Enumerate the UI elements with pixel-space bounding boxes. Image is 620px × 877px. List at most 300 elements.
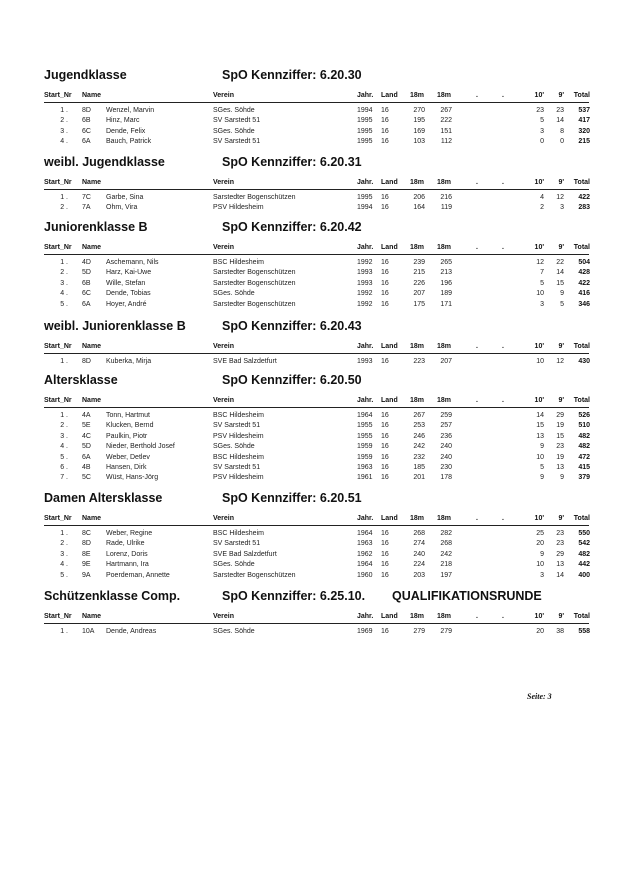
header-start-nr: Start_Nr: [44, 343, 72, 350]
tens-count: 23: [536, 107, 544, 114]
nines-count: 23: [556, 540, 564, 548]
header-18m-first: 18m: [410, 397, 425, 404]
nines-count: 22: [556, 259, 564, 266]
header-start-nr: Start_Nr: [44, 179, 72, 186]
rank: 2 .: [60, 204, 68, 212]
score-first-round: 223: [413, 358, 425, 365]
score-second-round: 282: [440, 530, 452, 537]
column-header-row: [0, 178, 620, 188]
state-code: 16: [381, 204, 389, 212]
header-name: Name: [82, 343, 102, 350]
header-18m-first: 18m: [410, 343, 425, 350]
score-second-round: 196: [440, 279, 452, 287]
score-second-round: 259: [440, 412, 452, 419]
club-name: BSC Hildesheim: [213, 453, 264, 461]
total-score: 416: [578, 290, 590, 298]
header-18m-second: 18m: [437, 179, 452, 186]
rank: 3 .: [60, 279, 68, 287]
score-second-round: 279: [440, 628, 452, 635]
nines-count: 19: [556, 422, 564, 430]
total-score: 379: [578, 474, 590, 482]
athlete-name: Dende, Tobias: [106, 290, 151, 298]
rank: 3 .: [60, 550, 68, 558]
result-row: [0, 137, 620, 147]
header-verein: Verein: [213, 92, 235, 99]
athlete-name: Ohm, Vira: [106, 204, 138, 212]
score-first-round: 268: [413, 530, 425, 537]
header-jahr: Jahr.: [357, 397, 374, 404]
score-first-round: 279: [413, 628, 425, 635]
header-jahr: Jahr.: [357, 92, 374, 99]
result-row: [0, 289, 620, 299]
rank: 4 .: [60, 561, 68, 569]
rank: 4 .: [60, 443, 68, 451]
start-number: 7A: [82, 204, 91, 212]
rank: 3 .: [60, 432, 68, 440]
club-name: SV Sarstedt 51: [213, 540, 261, 548]
rank: 6 .: [60, 463, 68, 471]
header-18m-first: 18m: [410, 92, 425, 99]
birth-year: 1995: [357, 138, 373, 146]
athlete-name: Aschemann, Nils: [106, 259, 159, 266]
state-code: 16: [381, 412, 389, 419]
results-list: [0, 411, 620, 484]
score-first-round: 206: [413, 194, 425, 201]
rank: 2 .: [60, 540, 68, 548]
birth-year: 1995: [357, 127, 373, 135]
header-dot: .: [502, 244, 504, 251]
club-name: SGes. Söhde: [213, 107, 255, 114]
header-dot: .: [502, 613, 504, 620]
score-second-round: 151: [440, 127, 452, 135]
score-first-round: 195: [413, 117, 425, 125]
header-tens: 10': [534, 179, 544, 186]
birth-year: 1992: [357, 300, 373, 308]
club-name: Sarstedter Bogenschützen: [213, 300, 296, 308]
score-first-round: 240: [413, 550, 425, 558]
athlete-name: Hansen, Dirk: [106, 463, 147, 471]
header-18m-second: 18m: [437, 397, 452, 404]
column-header-row: [0, 514, 620, 524]
header-start-nr: Start_Nr: [44, 613, 72, 620]
tens-count: 20: [536, 628, 544, 635]
results-list: [0, 106, 620, 148]
club-name: PSV Hildesheim: [213, 204, 264, 212]
header-dot: .: [502, 179, 504, 186]
tens-count: 5: [540, 117, 544, 125]
club-name: BSC Hildesheim: [213, 412, 264, 419]
result-row: [0, 268, 620, 278]
total-score: 550: [578, 530, 590, 537]
club-name: SGes. Söhde: [213, 443, 255, 451]
start-number: 4D: [82, 259, 91, 266]
header-divider: [44, 407, 589, 408]
class-title: weibl. Juniorenklasse B: [44, 319, 186, 333]
header-jahr: Jahr.: [357, 613, 374, 620]
athlete-name: Dende, Felix: [106, 127, 146, 135]
state-code: 16: [381, 540, 389, 548]
header-dot: .: [476, 179, 478, 186]
nines-count: 23: [556, 530, 564, 537]
header-18m-first: 18m: [410, 613, 425, 620]
club-name: Sarstedter Bogenschützen: [213, 279, 296, 287]
header-dot: .: [502, 397, 504, 404]
club-name: BSC Hildesheim: [213, 530, 264, 537]
header-total: Total: [573, 613, 590, 620]
result-row: [0, 127, 620, 137]
header-18m-first: 18m: [410, 515, 425, 522]
score-first-round: 175: [413, 300, 425, 308]
header-verein: Verein: [213, 343, 235, 350]
score-first-round: 267: [413, 412, 425, 419]
rank: 4 .: [60, 138, 68, 146]
nines-count: 0: [560, 138, 564, 146]
birth-year: 1964: [357, 412, 373, 419]
result-row: [0, 116, 620, 126]
rank: 1 .: [60, 194, 68, 201]
tens-count: 9: [540, 443, 544, 451]
state-code: 16: [381, 358, 389, 365]
birth-year: 1969: [357, 628, 373, 635]
header-total: Total: [573, 343, 590, 350]
score-first-round: 274: [413, 540, 425, 548]
tens-count: 20: [536, 540, 544, 548]
score-second-round: 171: [440, 300, 452, 308]
rank: 1 .: [60, 259, 68, 266]
results-list: [0, 529, 620, 581]
result-row: [0, 571, 620, 581]
score-second-round: 222: [440, 117, 452, 125]
birth-year: 1963: [357, 540, 373, 548]
spo-code: SpO Kennziffer: 6.20.31: [222, 155, 362, 169]
results-list: [0, 357, 620, 367]
total-score: 482: [578, 432, 590, 440]
class-title: Jugendklasse: [44, 68, 127, 82]
start-number: 6C: [82, 290, 91, 298]
athlete-name: Wille, Stefan: [106, 279, 146, 287]
birth-year: 1993: [357, 279, 373, 287]
result-row: [0, 529, 620, 539]
state-code: 16: [381, 107, 389, 114]
score-second-round: 268: [440, 540, 452, 548]
tens-count: 10: [536, 358, 544, 365]
spo-code: SpO Kennziffer: 6.20.43: [222, 319, 362, 333]
club-name: SV Sarstedt 51: [213, 117, 261, 125]
tens-count: 9: [540, 550, 544, 558]
nines-count: 29: [556, 412, 564, 419]
score-second-round: 265: [440, 259, 452, 266]
score-first-round: 232: [413, 453, 425, 461]
header-18m-first: 18m: [410, 179, 425, 186]
start-number: 9A: [82, 571, 91, 579]
birth-year: 1993: [357, 358, 373, 365]
result-row: [0, 442, 620, 452]
club-name: SV Sarstedt 51: [213, 463, 261, 471]
header-dot: .: [476, 613, 478, 620]
athlete-name: Hinz, Marc: [106, 117, 140, 125]
result-row: [0, 258, 620, 268]
result-row: [0, 560, 620, 570]
header-tens: 10': [534, 244, 544, 251]
score-second-round: 213: [440, 269, 452, 277]
athlete-name: Bauch, Patrick: [106, 138, 152, 146]
spo-code: SpO Kennziffer: 6.20.30: [222, 68, 362, 82]
header-total: Total: [573, 92, 590, 99]
result-row: [0, 279, 620, 289]
score-first-round: 201: [413, 474, 425, 482]
club-name: SGes. Söhde: [213, 290, 255, 298]
rank: 5 .: [60, 300, 68, 308]
header-name: Name: [82, 613, 102, 620]
club-name: PSV Hildesheim: [213, 432, 264, 440]
state-code: 16: [381, 628, 389, 635]
score-second-round: 257: [440, 422, 452, 430]
birth-year: 1992: [357, 259, 373, 266]
total-score: 510: [578, 422, 590, 430]
header-divider: [44, 189, 589, 190]
athlete-name: Hartmann, Ira: [106, 561, 149, 569]
club-name: SVE Bad Salzdetfurt: [213, 550, 277, 558]
header-land: Land: [381, 613, 398, 620]
club-name: SV Sarstedt 51: [213, 422, 261, 430]
total-score: 430: [578, 358, 590, 365]
start-number: 5E: [82, 422, 91, 430]
header-land: Land: [381, 515, 398, 522]
header-start-nr: Start_Nr: [44, 92, 72, 99]
header-divider: [44, 623, 589, 624]
header-dot: .: [476, 343, 478, 350]
header-dot: .: [476, 397, 478, 404]
score-first-round: 224: [413, 561, 425, 569]
class-title: Damen Altersklasse: [44, 491, 163, 505]
header-land: Land: [381, 179, 398, 186]
nines-count: 12: [556, 194, 564, 201]
nines-count: 15: [556, 279, 564, 287]
state-code: 16: [381, 259, 389, 266]
header-nines: 9': [558, 244, 564, 251]
header-tens: 10': [534, 613, 544, 620]
header-name: Name: [82, 92, 102, 99]
birth-year: 1994: [357, 204, 373, 212]
tens-count: 5: [540, 463, 544, 471]
header-18m-second: 18m: [437, 613, 452, 620]
athlete-name: Lorenz, Doris: [106, 550, 148, 558]
start-number: 8D: [82, 358, 91, 365]
header-tens: 10': [534, 343, 544, 350]
nines-count: 23: [556, 107, 564, 114]
birth-year: 1992: [357, 290, 373, 298]
tens-count: 3: [540, 127, 544, 135]
total-score: 400: [578, 571, 590, 579]
header-land: Land: [381, 343, 398, 350]
birth-year: 1964: [357, 561, 373, 569]
total-score: 542: [578, 540, 590, 548]
birth-year: 1959: [357, 443, 373, 451]
spo-code: SpO Kennziffer: 6.25.10.: [222, 589, 366, 603]
header-nines: 9': [558, 179, 564, 186]
page-number: Seite: 3: [527, 692, 552, 701]
header-verein: Verein: [213, 244, 235, 251]
rank: 1 .: [60, 107, 68, 114]
header-verein: Verein: [213, 397, 235, 404]
score-first-round: 207: [413, 290, 425, 298]
athlete-name: Poerdeman, Annette: [106, 571, 170, 579]
header-start-nr: Start_Nr: [44, 244, 72, 251]
header-jahr: Jahr.: [357, 244, 374, 251]
total-score: 442: [578, 561, 590, 569]
total-score: 482: [578, 550, 590, 558]
birth-year: 1955: [357, 422, 373, 430]
header-total: Total: [573, 397, 590, 404]
tens-count: 13: [536, 432, 544, 440]
state-code: 16: [381, 432, 389, 440]
start-number: 5D: [82, 443, 91, 451]
start-number: 4A: [82, 412, 91, 419]
state-code: 16: [381, 269, 389, 277]
birth-year: 1955: [357, 432, 373, 440]
total-score: 415: [578, 463, 590, 471]
state-code: 16: [381, 300, 389, 308]
tens-count: 25: [536, 530, 544, 537]
class-title: Schützenklasse Comp.: [44, 589, 181, 603]
class-title: Altersklasse: [44, 373, 118, 387]
round-label: QUALIFIKATIONSRUNDE: [392, 589, 542, 603]
header-dot: .: [476, 515, 478, 522]
state-code: 16: [381, 117, 389, 125]
nines-count: 9: [560, 474, 564, 482]
birth-year: 1994: [357, 107, 373, 114]
nines-count: 29: [556, 550, 564, 558]
result-row: [0, 432, 620, 442]
total-score: 320: [578, 127, 590, 135]
total-score: 283: [578, 204, 590, 212]
result-row: [0, 411, 620, 421]
score-first-round: 253: [413, 422, 425, 430]
nines-count: 38: [556, 628, 564, 635]
athlete-name: Kuberka, Mirja: [106, 358, 152, 365]
start-number: 5D: [82, 269, 91, 277]
score-first-round: 239: [413, 259, 425, 266]
start-number: 6A: [82, 453, 91, 461]
start-number: 4C: [82, 432, 91, 440]
header-nines: 9': [558, 343, 564, 350]
club-name: SV Sarstedt 51: [213, 138, 261, 146]
header-jahr: Jahr.: [357, 515, 374, 522]
rank: 2 .: [60, 269, 68, 277]
birth-year: 1960: [357, 571, 373, 579]
start-number: 4B: [82, 463, 91, 471]
score-first-round: 270: [413, 107, 425, 114]
header-name: Name: [82, 244, 102, 251]
athlete-name: Klucken, Bernd: [106, 422, 154, 430]
total-score: 472: [578, 453, 590, 461]
score-second-round: 230: [440, 463, 452, 471]
result-row: [0, 539, 620, 549]
nines-count: 15: [556, 432, 564, 440]
athlete-name: Paulkin, Piotr: [106, 432, 148, 440]
score-first-round: 226: [413, 279, 425, 287]
state-code: 16: [381, 463, 389, 471]
header-18m-second: 18m: [437, 515, 452, 522]
start-number: 8E: [82, 550, 91, 558]
rank: 2 .: [60, 422, 68, 430]
total-score: 422: [578, 279, 590, 287]
club-name: SVE Bad Salzdetfurt: [213, 358, 277, 365]
spo-code: SpO Kennziffer: 6.20.50: [222, 373, 362, 387]
tens-count: 7: [540, 269, 544, 277]
nines-count: 12: [556, 358, 564, 365]
athlete-name: Wenzel, Marvin: [106, 107, 155, 114]
total-score: 537: [578, 107, 590, 114]
header-divider: [44, 102, 589, 103]
total-score: 422: [578, 194, 590, 201]
score-second-round: 236: [440, 432, 452, 440]
tens-count: 10: [536, 290, 544, 298]
rank: 5 .: [60, 453, 68, 461]
state-code: 16: [381, 422, 389, 430]
total-score: 428: [578, 269, 590, 277]
state-code: 16: [381, 550, 389, 558]
header-name: Name: [82, 515, 102, 522]
nines-count: 8: [560, 127, 564, 135]
total-score: 526: [578, 412, 590, 419]
nines-count: 5: [560, 300, 564, 308]
header-dot: .: [502, 515, 504, 522]
result-row: [0, 473, 620, 483]
header-dot: .: [502, 343, 504, 350]
birth-year: 1993: [357, 269, 373, 277]
state-code: 16: [381, 194, 389, 201]
start-number: 9E: [82, 561, 91, 569]
tens-count: 4: [540, 194, 544, 201]
score-second-round: 240: [440, 443, 452, 451]
score-second-round: 207: [440, 358, 452, 365]
total-score: 482: [578, 443, 590, 451]
start-number: 10A: [82, 628, 95, 635]
club-name: PSV Hildesheim: [213, 474, 264, 482]
birth-year: 1995: [357, 117, 373, 125]
athlete-name: Wüst, Hans-Jörg: [106, 474, 159, 482]
tens-count: 3: [540, 300, 544, 308]
header-nines: 9': [558, 92, 564, 99]
start-number: 6B: [82, 279, 91, 287]
header-jahr: Jahr.: [357, 343, 374, 350]
header-start-nr: Start_Nr: [44, 397, 72, 404]
header-dot: .: [476, 92, 478, 99]
header-start-nr: Start_Nr: [44, 515, 72, 522]
header-jahr: Jahr.: [357, 179, 374, 186]
rank: 3 .: [60, 127, 68, 135]
score-second-round: 216: [440, 194, 452, 201]
header-nines: 9': [558, 613, 564, 620]
tens-count: 15: [536, 422, 544, 430]
start-number: 6A: [82, 300, 91, 308]
total-score: 215: [578, 138, 590, 146]
start-number: 5C: [82, 474, 91, 482]
tens-count: 3: [540, 571, 544, 579]
score-second-round: 218: [440, 561, 452, 569]
state-code: 16: [381, 453, 389, 461]
score-first-round: 169: [413, 127, 425, 135]
tens-count: 12: [536, 259, 544, 266]
club-name: Sarstedter Bogenschützen: [213, 571, 296, 579]
athlete-name: Weber, Regine: [106, 530, 153, 537]
header-land: Land: [381, 244, 398, 251]
header-tens: 10': [534, 515, 544, 522]
birth-year: 1963: [357, 463, 373, 471]
tens-count: 0: [540, 138, 544, 146]
score-second-round: 112: [440, 138, 452, 146]
